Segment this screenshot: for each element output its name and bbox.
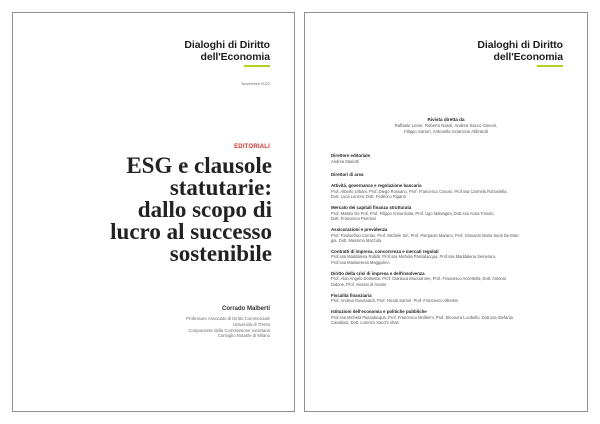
area-item — [331, 227, 571, 243]
managing-editor-name: Andrea Mariotti — [331, 158, 359, 164]
title-line: ESG e clausole — [126, 153, 272, 178]
logo-accent-bar — [244, 65, 270, 67]
editorial-board — [331, 153, 571, 331]
area-title: Fiscalità finanziaria — [331, 292, 372, 298]
area-title: Assicurazioni e previdenza — [331, 226, 388, 232]
area-names: Dott. Luca Lenzini, Dott. Federico Riganti — [331, 194, 406, 200]
area-directors-label: Direttori di area — [331, 172, 364, 177]
journal-logo — [184, 39, 270, 67]
journal-logo-line1: Dialoghi di Diritto — [184, 39, 270, 51]
journal-logo-line2: dell'Economia — [493, 51, 563, 63]
editors-label: Rivista diretta da — [427, 117, 465, 122]
author-name: Corrado Malberti — [221, 306, 270, 312]
area-names: Prof.ssa Michela Passalacqua, Prof. Francesco Moliterni, Prof. Eleonora Lucibello, Dott.ssa Stefania — [331, 314, 513, 320]
affiliation-line: Componente della Commissione societaria — [188, 327, 270, 333]
area-names: Prof. Aldo Angelo Dolmetta, Prof. Gianluca Mucciarone, Prof. Francesco Accettella, Dott. Antonio — [331, 276, 506, 282]
right-page — [304, 12, 588, 412]
area-names: Prof.ssa Maddalena Rabitti, Prof.ssa Michela Passalacqua, Prof.ssa Maddalena Semeraro, — [331, 254, 497, 260]
area-item — [331, 183, 571, 199]
area-directors-heading — [331, 172, 571, 178]
issue-date: Novembre 2022 — [241, 81, 270, 86]
area-names: Prof. Alberto Urbani, Prof. Diego Rossano, Prof. Francesco Ciraolo, Prof.ssa Carmela Robustella, — [331, 188, 508, 194]
area-names: gia, Dott. Massimo Mazzola — [331, 237, 382, 243]
title-line: lucro al successo — [110, 219, 272, 244]
journal-logo-line2: dell'Economia — [200, 51, 270, 63]
editors-names: Raffaele Lener, Roberto Natoli, Andrea Sacco Ginevri, — [394, 123, 498, 128]
area-item — [331, 271, 571, 287]
area-title: Mercato dei capitali finanza strutturata — [331, 205, 412, 210]
affiliation-line: Consiglio Notarile di Milano — [217, 333, 270, 339]
affiliation-line: Università di Trento — [232, 321, 270, 327]
area-title: Contratti di impresa, concorrenza e mercati regolati — [331, 248, 439, 254]
area-item — [331, 205, 571, 221]
title-line: statutarie: — [169, 175, 272, 200]
title-line: dallo scopo di — [137, 197, 272, 222]
area-names: Dott. Francesco Pennesi — [331, 216, 376, 221]
area-names: Prof. Paoloefisio Corrias, Prof. Michele Siri, Prof. Pierpaolo Marano, Prof. Giovanni Maria Santi De Man- — [331, 232, 520, 238]
section-label: EDITORIALI — [234, 144, 270, 150]
affiliation-line: Professore Associato di Diritto Commerciale — [186, 316, 270, 321]
journal-logo — [477, 39, 563, 67]
managing-editor — [331, 153, 571, 164]
title-line: sostenibile — [169, 241, 272, 266]
editors-block — [305, 117, 587, 134]
area-item — [331, 309, 571, 325]
area-names: Cavallaro, Dott. Lorenzo Sacchi Vitas — [331, 320, 399, 326]
area-title: Istituzioni dell'economia e politiche pubbliche — [331, 309, 427, 315]
area-names: Prof.ssa Mariateresa Maggiolino — [331, 259, 390, 265]
author-affiliation — [186, 316, 270, 339]
article-title — [22, 155, 272, 265]
left-page — [12, 12, 295, 412]
managing-editor-label: Direttore editoriale — [331, 153, 371, 158]
area-title: Diritto della crisi di impresa e dell'insolvenza — [331, 270, 425, 276]
area-names: Prof. Andrea Giovanardi, Prof. Nicola Sartori, Prof. Francesco Albertini — [331, 298, 459, 304]
area-item — [331, 293, 571, 304]
editors-names: Filippo Sartori, Antonella Sciarrone Alibrandi — [404, 128, 488, 134]
area-item — [331, 249, 571, 265]
journal-logo-line1: Dialoghi di Diritto — [477, 39, 563, 51]
area-title: Attività, governance e regolazione bancaria — [331, 183, 422, 189]
area-names: Prof. Matteo De Poli, Prof. Filippo Annunziata, Prof. Ugo Malvagna, Dott.ssa Anna Toniolo, — [331, 210, 495, 216]
area-names: Didone, Prof. Alessio di Amato — [331, 281, 387, 287]
logo-accent-bar — [537, 65, 563, 67]
